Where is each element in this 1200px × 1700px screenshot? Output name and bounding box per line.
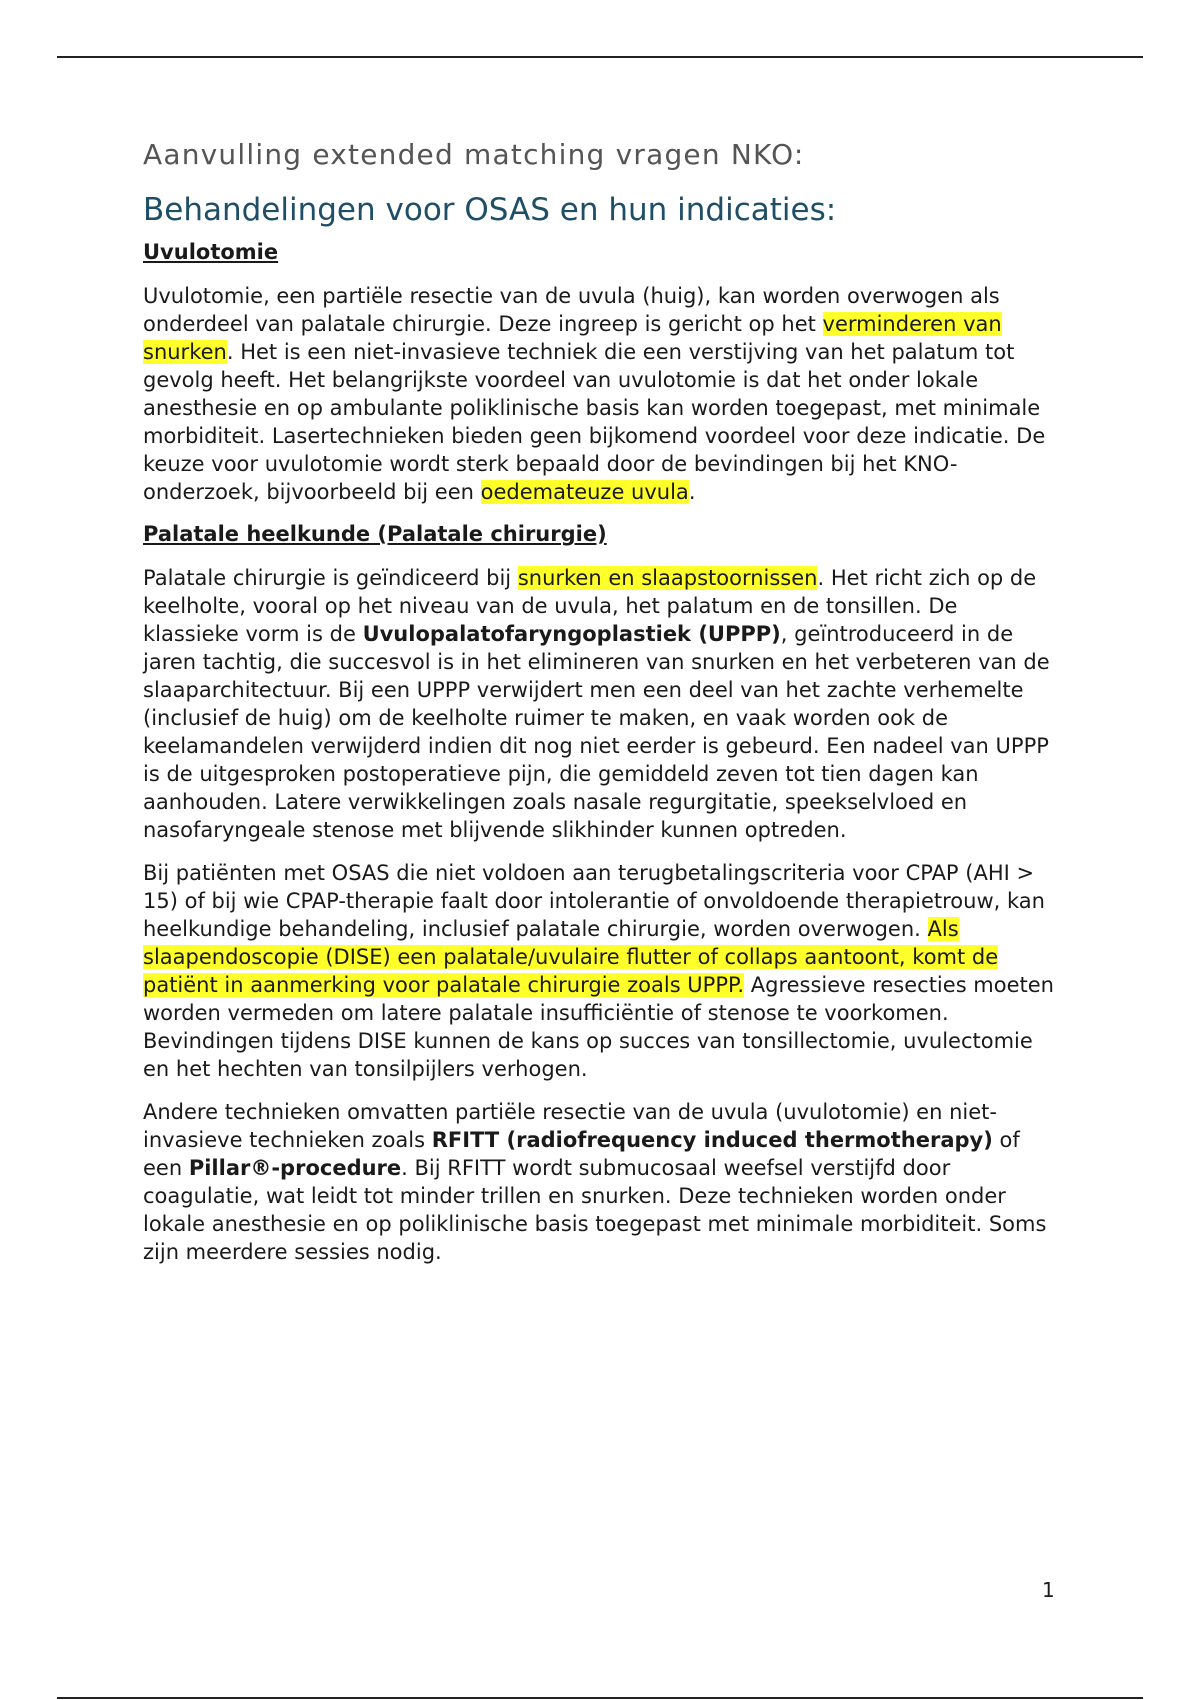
paragraph-palatale-3 (143, 1098, 1058, 1266)
text-run: . Het richt zich op de keelholte, vooral op het niveau van de uvula, het palatum en de tonsillen. De klassieke vorm is de (143, 566, 1037, 647)
footer-rule (57, 1697, 1143, 1699)
text-run: , geïntroduceerd in de jaren tachtig, die succesvol is in het elimineren van snurken en het verbeteren van de slaaparchitectuur. Bij een UPPP verwijdert men een deel van het zachte verhemelte (inclusief de huig) om de keelholte ruimer te maken, en vaak worden ook de keelamandelen verwijderd indien dit nog niet eerder is gebeurd. Een nadeel van UPPP is de uitgesproken postoperatieve pijn, die gemiddeld zeven tot tien dagen kan aanhouden. Latere verwikkelingen zoals nasale regurgitatie, speekselvloed en nasofaryngeale stenose met blijvende slikhinder kunnen optreden. (143, 622, 1050, 843)
text-run: . Het is een niet-invasieve techniek die een verstijving van het palatum tot gevolg heeft. Het belangrijkste voordeel van uvulotomie is dat het onder lokale anesthesie en op ambulante poliklinische basis kan worden toegepast, met minimale morbiditeit. Lasertechnieken bieden geen bijkomend voordeel voor deze indicatie. De keuze voor uvulotomie wordt sterk bepaald door de bevindingen bij het KNO-onderzoek, bijvoorbeeld bij een (143, 340, 1046, 505)
document-title: Aanvulling extended matching vragen NKO: (143, 138, 805, 171)
document-body (143, 138, 1058, 1281)
text-run: Bij patiënten met OSAS die niet voldoen aan terugbetalingscriteria voor CPAP (AHI > 15) of bij wie CPAP-therapie faalt door intolerantie of onvoldoende therapietrouw, kan heelkundige behandeling, inclusief palatale chirurgie, worden overwogen. (143, 861, 1045, 942)
text-run: Uvulotomie, een partiële resectie van de uvula (huig), kan worden overwogen als onderdeel van palatale chirurgie. Deze ingreep is gericht op het (143, 284, 1000, 337)
section-heading-palatale: Palatale heelkunde (Palatale chirurgie) (143, 522, 607, 547)
text-run: Agressieve resecties moeten worden vermeden om latere palatale insufficiëntie of stenose te voorkomen. Bevindingen tijdens DISE kunnen de kans op succes van tonsillectomie, uvulectomie en het hechten van tonsilpijlers verhogen. (143, 973, 1054, 1082)
highlighted-text: oedemateuze uvula (480, 480, 689, 505)
paragraph-palatale-1 (143, 564, 1058, 844)
header-rule (57, 56, 1143, 58)
document-heading: Behandelingen voor OSAS en hun indicaties: (143, 191, 837, 228)
text-run: . (688, 480, 696, 505)
text-run: Andere technieken omvatten partiële resectie van de uvula (uvulotomie) en niet-invasieve technieken zoals (143, 1100, 997, 1153)
text-run: . Bij RFITT wordt submucosaal weefsel verstijfd door coagulatie, wat leidt tot minder trillen en snurken. Deze technieken worden onder lokale anesthesie en op poliklinische basis toegepast met minimale morbiditeit. Soms zijn meerdere sessies nodig. (143, 1156, 1047, 1265)
highlighted-text: snurken en slaapstoornissen (517, 566, 818, 591)
page-number: 1 (1042, 1578, 1055, 1602)
bold-term: RFITT (radiofrequency induced thermotherapy) (431, 1128, 993, 1153)
highlighted-text: Als slaapendoscopie (DISE) een palatale/uvulaire flutter of collaps aantoont, komt de patiënt in aanmerking voor palatale chirurgie zoals UPPP. (143, 917, 999, 998)
highlighted-text: verminderen van snurken (143, 312, 1002, 365)
section-heading-uvulotomie: Uvulotomie (143, 239, 279, 264)
paragraph-uvulotomie (143, 282, 1058, 506)
bold-term: Pillar®-procedure (188, 1156, 402, 1181)
paragraph-palatale-2 (143, 859, 1058, 1083)
text-run: of een (143, 1128, 1020, 1181)
bold-term: Uvulopalatofaryngoplastiek (UPPP) (362, 622, 781, 647)
text-run: Palatale chirurgie is geïndiceerd bij (143, 566, 518, 591)
